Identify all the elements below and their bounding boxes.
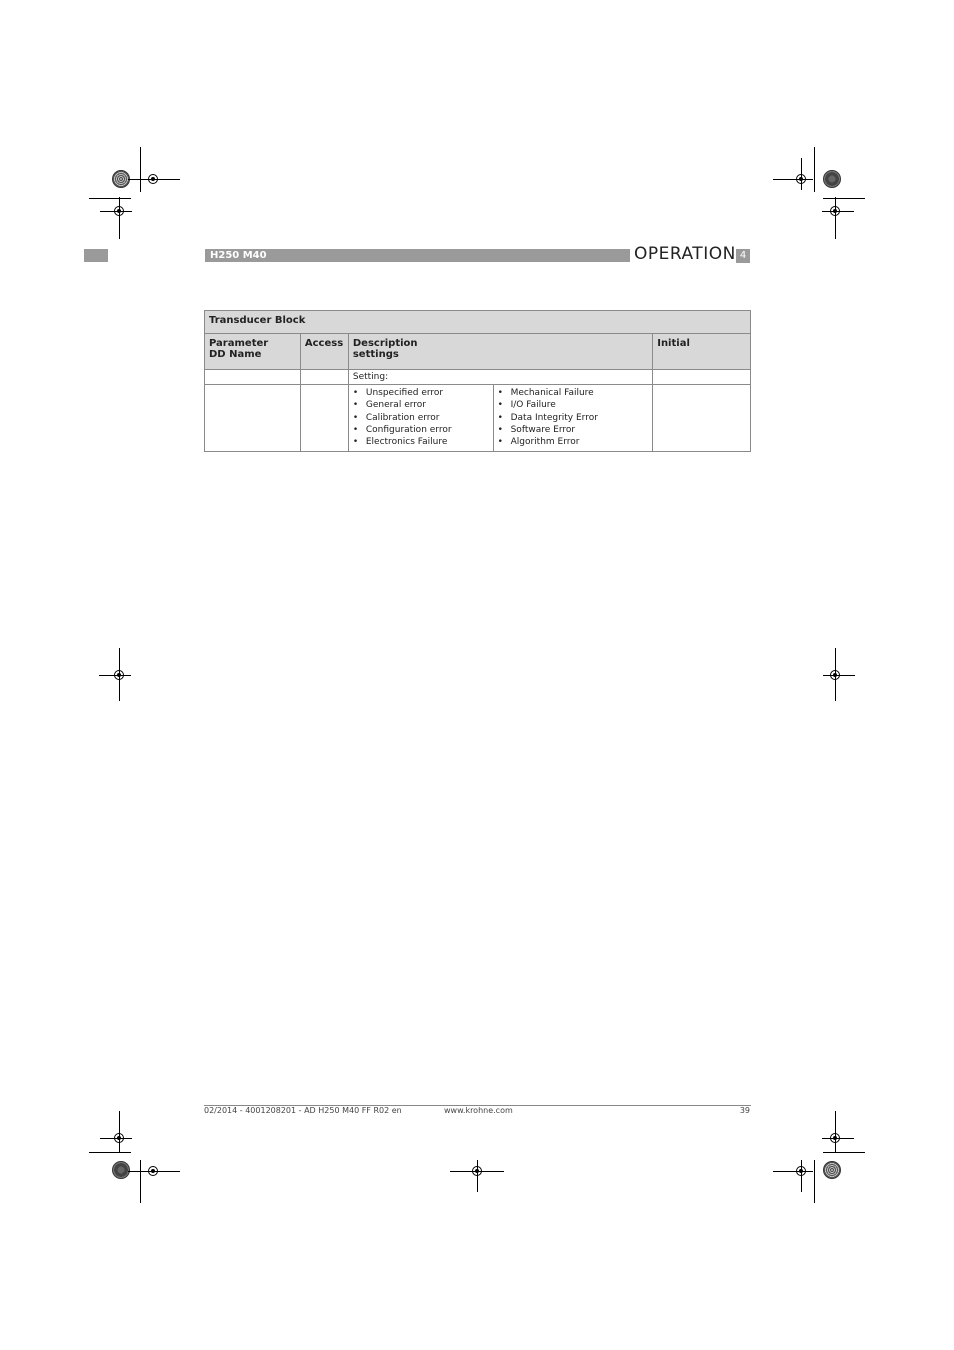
col-header-description [348, 334, 652, 370]
table-title: Transducer Block [205, 311, 751, 334]
col-header-initial: Initial [653, 334, 751, 370]
crosshair-icon [830, 206, 840, 216]
table-row [205, 370, 751, 385]
section-number-badge: 4 [736, 249, 750, 263]
list-item: • Electronics Failure [366, 436, 489, 448]
color-target-icon [823, 1161, 841, 1179]
list-item: • Algorithm Error [511, 436, 649, 448]
color-target-icon [112, 1161, 130, 1179]
crosshair-icon [148, 174, 158, 184]
crosshair-icon [114, 1133, 124, 1143]
options-cell-2 [493, 385, 653, 452]
list-item: • Data Integrity Error [511, 412, 649, 424]
col-header-settings-label: settings [352, 349, 399, 360]
footer-website: www.krohne.com [444, 1106, 513, 1115]
list-item: • Mechanical Failure [511, 387, 649, 399]
list-item: • Software Error [511, 424, 649, 436]
table-cell [300, 370, 348, 385]
color-target-icon [823, 170, 841, 188]
table-row [205, 385, 751, 452]
footer-doc-ref: 02/2014 - 4001208201 - AD H250 M40 FF R02 en [204, 1106, 402, 1115]
crosshair-icon [830, 1133, 840, 1143]
col-header-access: Access [300, 334, 348, 370]
section-title: OPERATION [634, 244, 736, 264]
setting-label: Setting: [348, 370, 652, 385]
table-cell [653, 370, 751, 385]
list-item: • Configuration error [366, 424, 489, 436]
list-item: • Calibration error [366, 412, 489, 424]
crosshair-icon [148, 1166, 158, 1176]
table-cell [205, 370, 301, 385]
table-cell [653, 385, 751, 452]
header-model: H250 M40 [210, 250, 267, 261]
col-header-parameter [205, 334, 301, 370]
list-item: • Unspecified error [366, 387, 489, 399]
options-list-2 [498, 387, 649, 448]
list-item: • General error [366, 399, 489, 411]
options-cell-1 [348, 385, 493, 452]
crosshair-icon [114, 206, 124, 216]
table-cell [205, 385, 301, 452]
col-header-dd-name-label: DD Name [209, 349, 262, 360]
options-list-1 [353, 387, 489, 448]
crosshair-icon [830, 670, 840, 680]
table-cell [300, 385, 348, 452]
crosshair-icon [472, 1166, 482, 1176]
col-header-description-label: Description [352, 338, 418, 349]
table-title-row [205, 311, 751, 334]
header-left-tab [84, 249, 108, 262]
list-item: • I/O Failure [511, 399, 649, 411]
transducer-block-table [204, 310, 751, 452]
crosshair-icon [114, 670, 124, 680]
footer-page-number: 39 [739, 1106, 750, 1115]
header-bar [205, 249, 630, 262]
table-header-row [205, 334, 751, 370]
col-header-parameter-label: Parameter [209, 338, 269, 349]
crosshair-icon [796, 174, 806, 184]
crosshair-icon [796, 1166, 806, 1176]
